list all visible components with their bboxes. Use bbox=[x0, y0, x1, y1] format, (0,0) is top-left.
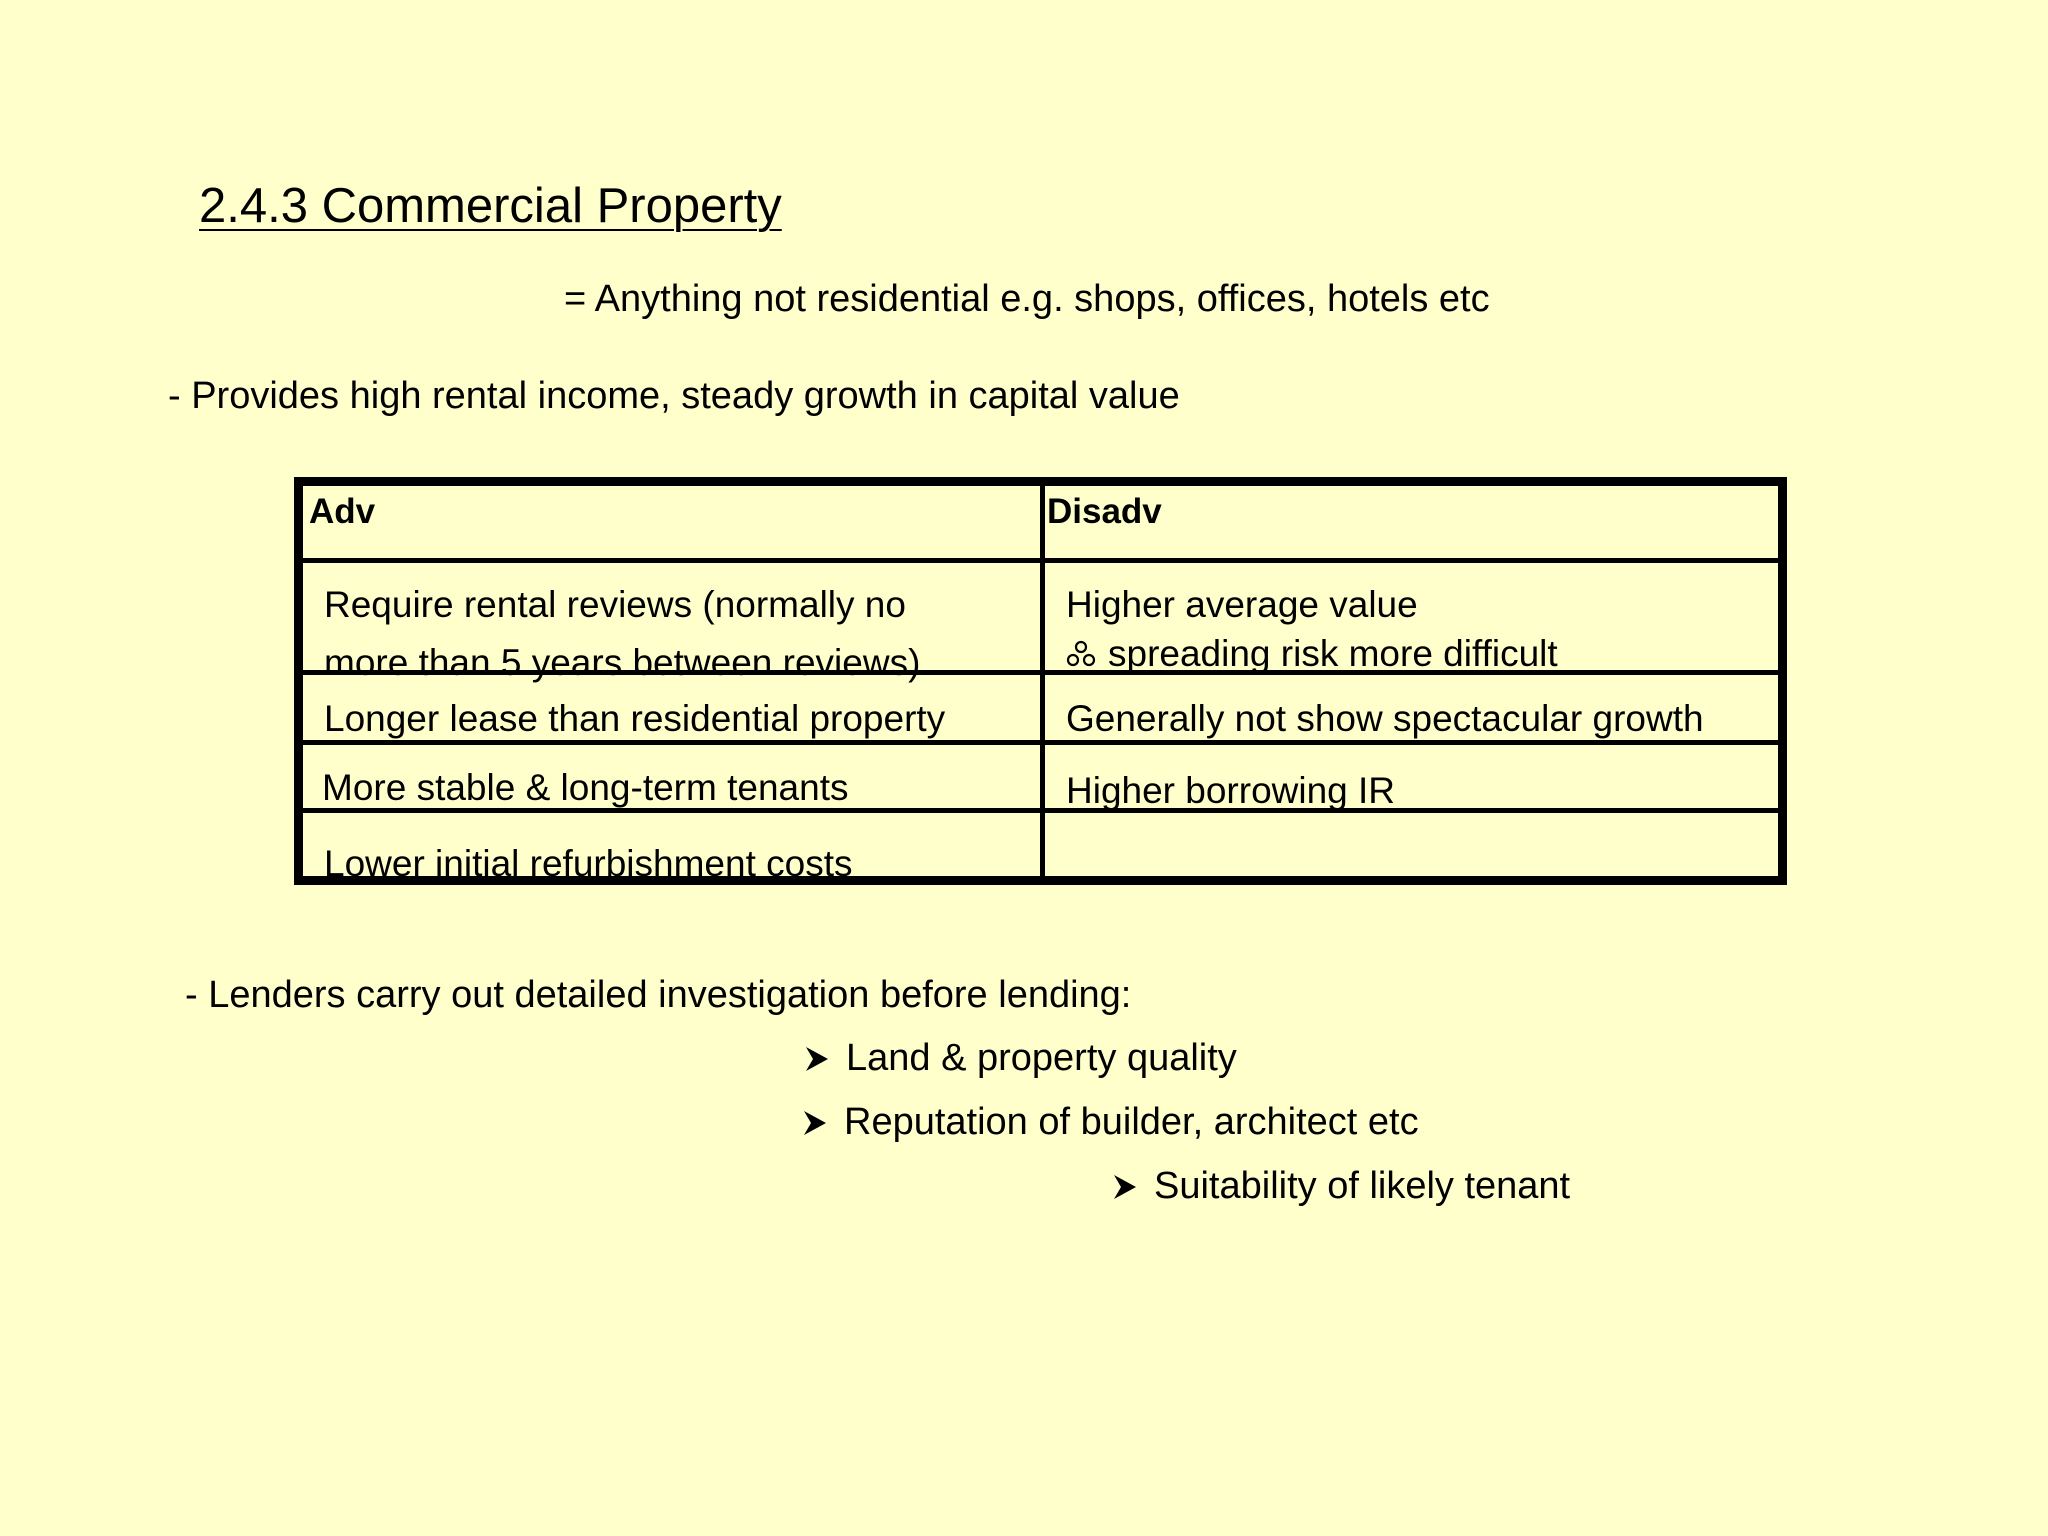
disadv-spreading-risk-text: spreading risk more difficult bbox=[1108, 633, 1558, 674]
adv-cell-stable-tenants: More stable & long-term tenants bbox=[322, 767, 849, 808]
point-lenders-investigation: - Lenders carry out detailed investigation before lending: bbox=[185, 974, 1132, 1016]
investigation-item-reputation bbox=[802, 1101, 1419, 1144]
table-header-adv: Adv bbox=[309, 492, 376, 531]
disadv-cell-growth: Generally not show spectacular growth bbox=[1066, 698, 1704, 739]
table-header-disadv: Disadv bbox=[1047, 492, 1162, 531]
table-row-divider bbox=[303, 558, 1778, 563]
disadv-cell-higher-value-line2 bbox=[1066, 625, 1558, 683]
investigation-item-label: Suitability of likely tenant bbox=[1154, 1165, 1571, 1207]
investigation-item-label: Land & property quality bbox=[846, 1037, 1237, 1079]
arrowhead-bullet-icon bbox=[804, 1045, 830, 1073]
investigation-item-label: Reputation of builder, architect etc bbox=[844, 1101, 1419, 1143]
three-circles-therefore-icon bbox=[1066, 639, 1096, 669]
adv-cell-refurbishment: Lower initial refurbishment costs bbox=[324, 843, 853, 884]
adv-cell-longer-lease: Longer lease than residential property bbox=[324, 698, 946, 739]
disadv-cell-borrowing: Higher borrowing IR bbox=[1066, 770, 1396, 811]
point-rental-income: - Provides high rental income, steady growth in capital value bbox=[168, 375, 1180, 417]
investigation-item-land bbox=[804, 1037, 1237, 1080]
investigation-item-tenant bbox=[1112, 1165, 1570, 1208]
disadv-cell-higher-value-line1: Higher average value bbox=[1066, 584, 1418, 625]
arrowhead-bullet-icon bbox=[802, 1109, 828, 1137]
arrowhead-bullet-icon bbox=[1112, 1173, 1138, 1201]
slide-title: 2.4.3 Commercial Property bbox=[199, 179, 782, 233]
table-column-divider bbox=[1040, 486, 1045, 876]
adv-disadv-table bbox=[294, 477, 1787, 885]
adv-cell-rental-reviews-line1: Require rental reviews (normally no bbox=[324, 584, 906, 625]
definition-text: = Anything not residential e.g. shops, offices, hotels etc bbox=[564, 278, 1490, 320]
adv-cell-rental-reviews-line2: more than 5 years between reviews) bbox=[324, 642, 921, 683]
